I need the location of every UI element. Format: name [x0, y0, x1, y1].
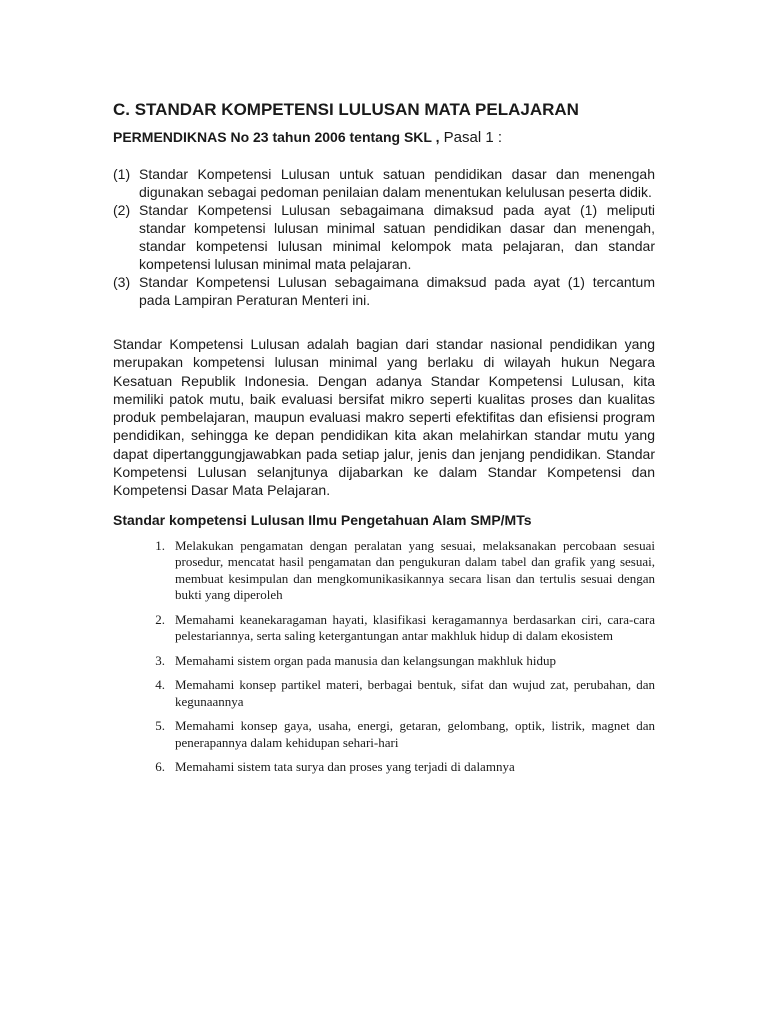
regulation-name: PERMENDIKNAS No 23 tahun 2006 tentang SKL ,: [113, 129, 440, 145]
competency-text: Melakukan pengamatan dengan peralatan yang sesuai, melaksanakan percobaan sesuai prosedur, mencatat hasil pengamatan dan pengukuran dalam tabel dan grafik yang sesuai, membuat kesimpulan dan mengkomunikasikannya secara lisan dan tertulis sesuai dengan bukti yang diperoleh: [175, 537, 655, 603]
competency-number: 3.: [155, 652, 165, 668]
article-item: [113, 201, 655, 273]
competency-number: 6.: [155, 759, 165, 775]
competency-text: Memahami sistem tata surya dan proses yang terjadi di dalamnya: [175, 759, 515, 775]
document-page: [113, 98, 655, 784]
article-text: Standar Kompetensi Lulusan sebagaimana dimaksud pada ayat (1) meliputi standar kompetensi lulusan minimal satuan pendidikan dasar dan menengah, standar kompetensi lulusan minimal kelompok mata pelajaran, dan standar kompetensi lulusan minimal mata pelajaran.: [139, 202, 655, 272]
article-text: Standar Kompetensi Lulusan sebagaimana dimaksud pada ayat (1) tercantum pada Lampiran Peraturan Menteri ini.: [139, 274, 655, 308]
competency-heading: Standar kompetensi Lulusan Ilmu Pengetahuan Alam SMP/MTs: [113, 511, 532, 528]
article-item: [113, 165, 655, 201]
competency-item: [113, 677, 655, 710]
article-number: (3): [113, 274, 131, 290]
article-number: (1): [113, 166, 131, 182]
competency-text: Memahami sistem organ pada manusia dan kelangsungan makhluk hidup: [175, 652, 557, 668]
article-text: Standar Kompetensi Lulusan untuk satuan pendidikan dasar dan menengah digunakan sebagai pedoman penilaian dalam menentukan kelulusan peserta didik.: [139, 166, 655, 200]
competency-item: [113, 612, 655, 645]
competency-number: 1.: [155, 537, 165, 553]
competency-number: 2.: [155, 611, 165, 627]
competency-item: [113, 538, 655, 604]
competency-item: [113, 718, 655, 751]
section-title: C. STANDAR KOMPETENSI LULUSAN MATA PELAJARAN: [113, 100, 579, 119]
competency-text: Memahami konsep partikel materi, berbagai bentuk, sifat dan wujud zat, perubahan, dan kegunaannya: [175, 677, 655, 709]
competency-list: [113, 538, 655, 776]
article-list: [113, 165, 655, 309]
article-item: [113, 273, 655, 309]
competency-text: Memahami keanekaragaman hayati, klasifikasi keragamannya berdasarkan ciri, cara-cara pelestariannya, serta saling ketergantungan antar makhluk hidup di dalam ekosistem: [175, 611, 655, 644]
competency-text: Memahami konsep gaya, usaha, energi, getaran, gelombang, optik, listrik, magnet dan penerapannya dalam kehidupan sehari-hari: [175, 718, 655, 750]
competency-item: [113, 653, 655, 670]
regulation-reference: [113, 127, 655, 148]
article-reference: Pasal 1 :: [439, 129, 503, 146]
competency-number: 4.: [155, 677, 165, 693]
competency-item: [113, 759, 655, 776]
body-paragraph: Standar Kompetensi Lulusan adalah bagian dari standar nasional pendidikan yang merupakan kompetensi lulusan minimal yang berlaku di wilayah hukun Negara Kesatuan Republik Indonesia. Dengan adanya Standar Kompetensi Lulusan, kita memiliki patok mutu, baik evaluasi bersifat mikro seperti kualitas proses dan kualitas produk pembelajaran, maupun evaluasi makro seperti efektifitas dan efisiensi program pendidikan, sehingga ke depan pendidikan kita akan melahirkan standar mutu yang dapat dipertanggungjawabkan pada setiap jalur, jenis dan jenjang pendidikan. Standar Kompetensi Lulusan selanjtunya dijabarkan ke dalam Standar Kompetensi dan Kompetensi Dasar Mata Pelajaran.: [113, 336, 655, 499]
competency-number: 5.: [155, 718, 165, 734]
article-number: (2): [113, 202, 131, 218]
